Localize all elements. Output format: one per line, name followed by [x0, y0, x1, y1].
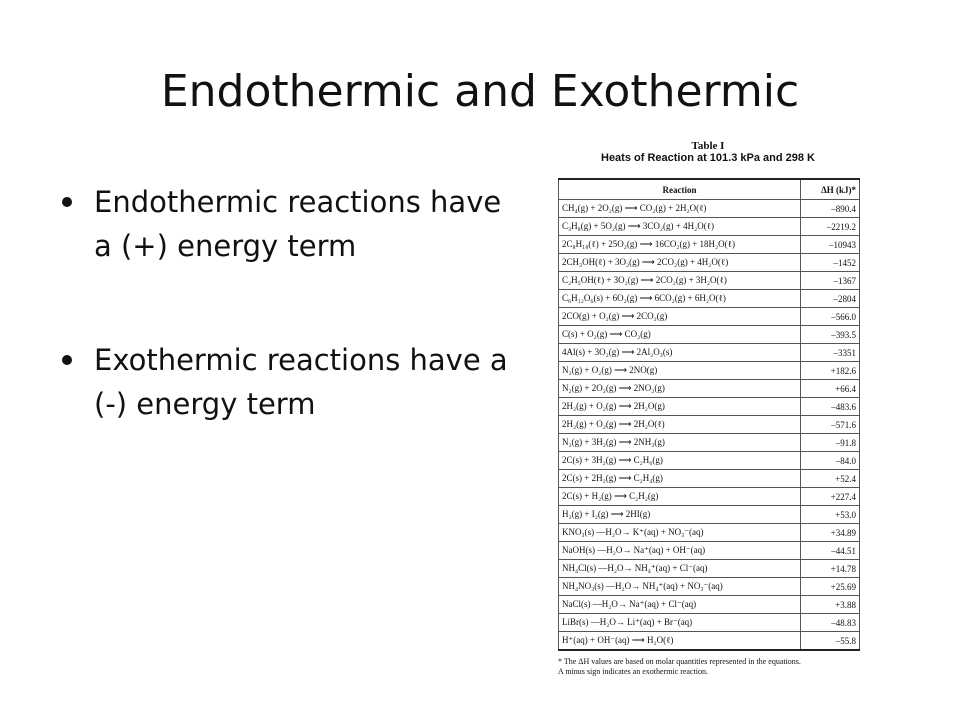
- delta-h-cell: –890.4: [801, 200, 860, 218]
- bullet-endothermic: [62, 180, 522, 268]
- reaction-cell: 2CO(g) + O₂(g) ⟶ 2CO₂(g): [559, 308, 801, 326]
- reaction-cell: 2C₈H₁₈(ℓ) + 25O₂(g) ⟶ 16CO₂(g) + 18H₂O(ℓ): [559, 236, 801, 254]
- table-row: [559, 380, 860, 398]
- reaction-cell: C₂H₅OH(ℓ) + 3O₂(g) ⟶ 2CO₂(g) + 3H₂O(ℓ): [559, 272, 801, 290]
- table-subcaption: Heats of Reaction at 101.3 kPa and 298 K: [601, 152, 815, 164]
- reaction-cell: 2C(s) + 2H₂(g) ⟶ C₂H₄(g): [559, 470, 801, 488]
- delta-h-cell: –571.6: [801, 416, 860, 434]
- reaction-cell: 2C(s) + 3H₂(g) ⟶ C₂H₆(g): [559, 452, 801, 470]
- slide-title: Endothermic and Exothermic: [160, 66, 800, 117]
- table-row: [559, 614, 860, 632]
- footnote-line: A minus sign indicates an exothermic reaction.: [558, 667, 708, 676]
- delta-h-cell: –44.51: [801, 542, 860, 560]
- delta-h-cell: –91.8: [801, 434, 860, 452]
- delta-h-cell: –393.5: [801, 326, 860, 344]
- reaction-cell: N₂(g) + 3H₂(g) ⟶ 2NH₃(g): [559, 434, 801, 452]
- table-footnote: [558, 657, 858, 677]
- delta-h-cell: –84.0: [801, 452, 860, 470]
- delta-h-cell: –566.0: [801, 308, 860, 326]
- bullet-dot-icon: [62, 197, 72, 207]
- reaction-cell: NH₄NO₃(s) —H₂O→ NH₄⁺(aq) + NO₃⁻(aq): [559, 578, 801, 596]
- heats-of-reaction-figure: [558, 140, 858, 677]
- table-row: [559, 254, 860, 272]
- delta-h-cell: +53.0: [801, 506, 860, 524]
- table-row: [559, 416, 860, 434]
- table-row: [559, 506, 860, 524]
- reaction-cell: N₂(g) + 2O₂(g) ⟶ 2NO₂(g): [559, 380, 801, 398]
- table-row: [559, 524, 860, 542]
- delta-h-cell: –10943: [801, 236, 860, 254]
- delta-h-cell: –3351: [801, 344, 860, 362]
- delta-h-cell: –2219.2: [801, 218, 860, 236]
- delta-h-cell: –1452: [801, 254, 860, 272]
- reaction-cell: CH₄(g) + 2O₂(g) ⟶ CO₂(g) + 2H₂O(ℓ): [559, 200, 801, 218]
- delta-h-cell: –2804: [801, 290, 860, 308]
- reaction-cell: C(s) + O₂(g) ⟶ CO₂(g): [559, 326, 801, 344]
- column-header-delta-h: ΔH (kJ)*: [801, 179, 860, 200]
- reaction-cell: N₂(g) + O₂(g) ⟶ 2NO(g): [559, 362, 801, 380]
- delta-h-cell: –483.6: [801, 398, 860, 416]
- reaction-cell: NH₄Cl(s) —H₂O→ NH₄⁺(aq) + Cl⁻(aq): [559, 560, 801, 578]
- reaction-cell: KNO₃(s) —H₂O→ K⁺(aq) + NO₃⁻(aq): [559, 524, 801, 542]
- table-row: [559, 218, 860, 236]
- reaction-cell: H⁺(aq) + OH⁻(aq) ⟶ H₂O(ℓ): [559, 632, 801, 651]
- delta-h-cell: –1367: [801, 272, 860, 290]
- table-row: [559, 398, 860, 416]
- table-row: [559, 470, 860, 488]
- table-row: [559, 488, 860, 506]
- reaction-cell: C₆H₁₂O₆(s) + 6O₂(g) ⟶ 6CO₂(g) + 6H₂O(ℓ): [559, 290, 801, 308]
- table-row: [559, 578, 860, 596]
- delta-h-cell: +227.4: [801, 488, 860, 506]
- table-row: [559, 434, 860, 452]
- reaction-cell: H₂(g) + I₂(g) ⟶ 2HI(g): [559, 506, 801, 524]
- reaction-cell: 2H₂(g) + O₂(g) ⟶ 2H₂O(ℓ): [559, 416, 801, 434]
- delta-h-cell: –55.8: [801, 632, 860, 651]
- reaction-cell: 4Al(s) + 3O₂(g) ⟶ 2Al₂O₃(s): [559, 344, 801, 362]
- reaction-cell: 2C(s) + H₂(g) ⟶ C₂H₂(g): [559, 488, 801, 506]
- reaction-cell: NaOH(s) —H₂O→ Na⁺(aq) + OH⁻(aq): [559, 542, 801, 560]
- table-row: [559, 596, 860, 614]
- reaction-cell: 2CH₃OH(ℓ) + 3O₂(g) ⟶ 2CO₂(g) + 4H₂O(ℓ): [559, 254, 801, 272]
- table-row: [559, 560, 860, 578]
- table-row: [559, 362, 860, 380]
- table-row: [559, 308, 860, 326]
- table-header-row: [559, 179, 860, 200]
- reaction-cell: C₃H₈(g) + 5O₂(g) ⟶ 3CO₂(g) + 4H₂O(ℓ): [559, 218, 801, 236]
- delta-h-cell: +182.6: [801, 362, 860, 380]
- delta-h-cell: +14.78: [801, 560, 860, 578]
- bullet-dot-icon: [62, 355, 72, 365]
- table-row: [559, 290, 860, 308]
- table-row: [559, 542, 860, 560]
- table-row: [559, 272, 860, 290]
- table-row: [559, 236, 860, 254]
- bullet-text: Endothermic reactions have a (+) energy term: [94, 185, 502, 263]
- delta-h-cell: +34.89: [801, 524, 860, 542]
- delta-h-cell: +3.88: [801, 596, 860, 614]
- delta-h-cell: –48.83: [801, 614, 860, 632]
- delta-h-cell: +66.4: [801, 380, 860, 398]
- table-row: [559, 200, 860, 218]
- bullet-list: [62, 180, 522, 426]
- footnote-line: * The ΔH values are based on molar quantities represented in the equations.: [558, 657, 801, 666]
- reaction-cell: LiBr(s) —H₂O→ Li⁺(aq) + Br⁻(aq): [559, 614, 801, 632]
- bullet-text: Exothermic reactions have a (-) energy term: [94, 343, 508, 421]
- table-row: [559, 632, 860, 651]
- delta-h-cell: +52.4: [801, 470, 860, 488]
- column-header-reaction: Reaction: [559, 179, 801, 200]
- reaction-cell: 2H₂(g) + O₂(g) ⟶ 2H₂O(g): [559, 398, 801, 416]
- table-row: [559, 326, 860, 344]
- table-row: [559, 344, 860, 362]
- reaction-cell: NaCl(s) —H₂O→ Na⁺(aq) + Cl⁻(aq): [559, 596, 801, 614]
- table-row: [559, 452, 860, 470]
- table-caption: Table I: [691, 140, 725, 152]
- delta-h-cell: +25.69: [801, 578, 860, 596]
- heats-of-reaction-table: [558, 178, 860, 651]
- bullet-exothermic: [62, 338, 522, 426]
